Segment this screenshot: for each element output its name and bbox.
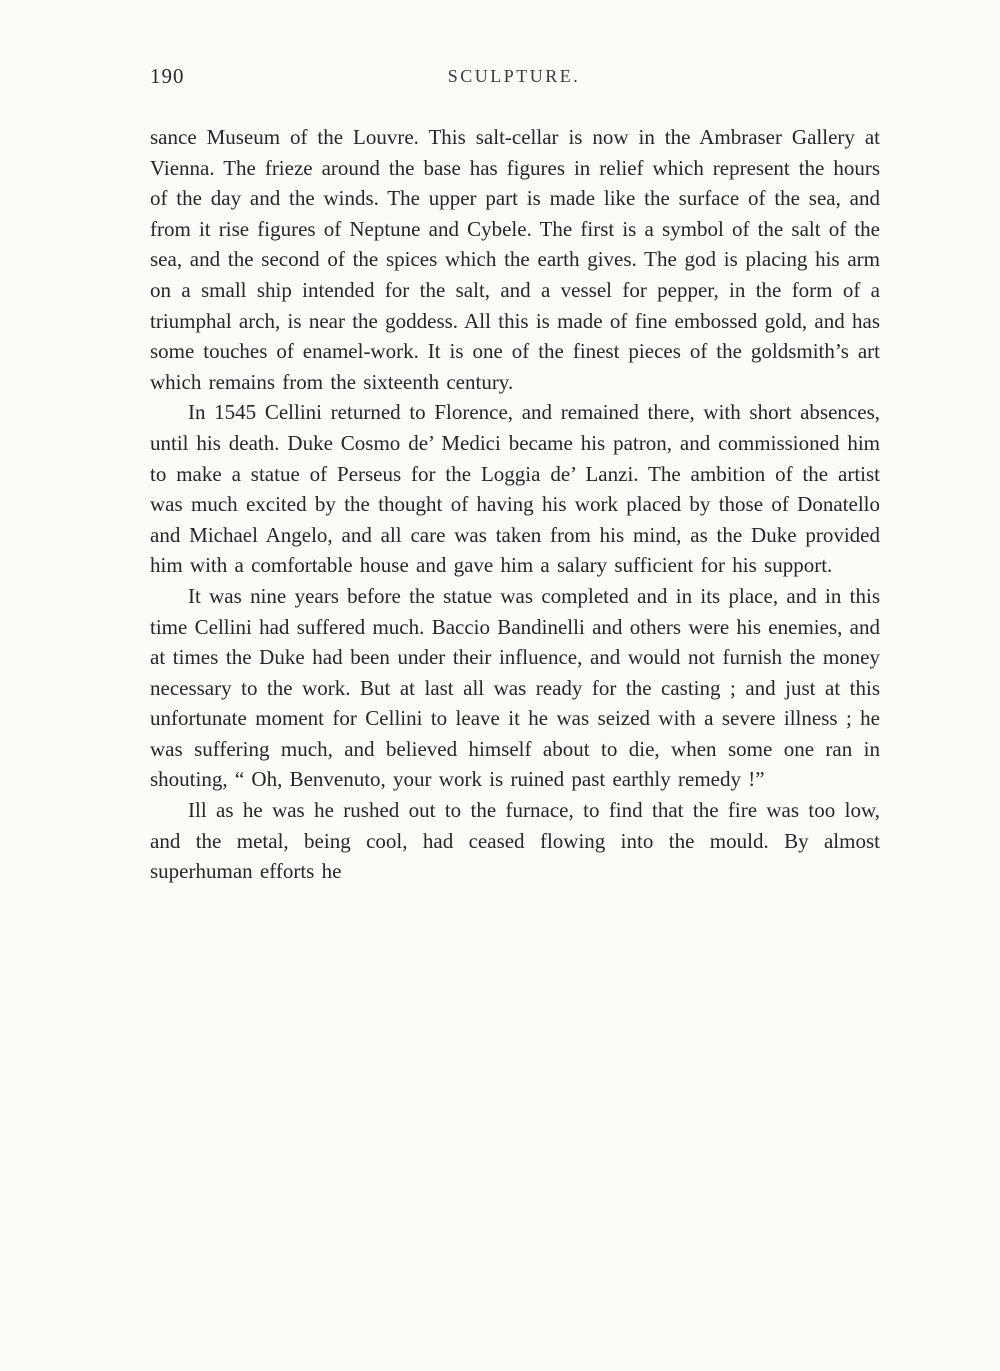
chapter-header: SCULPTURE. — [447, 66, 581, 86]
paragraph: In 1545 Cellini returned to Florence, and remained there, with short absences, until his death. Duke Cosmo de’ Medici became his patron, and commissioned him to make a statue of Perseus for the Loggia de’ Lanzi. The ambition of the artist was much excited by the thought of having his work placed by those of Donatello and Michael Angelo, and all care was taken from his mind, as the Duke provided him with a comfortable house and gave him a salary sufficient for his support. — [150, 400, 880, 578]
paragraph: Ill as he was he rushed out to the furnace, to find that the fire was too low, and the metal, being cool, had ceased flowing into the mould. By almost superhuman efforts he — [150, 798, 880, 884]
paragraph: sance Museum of the Louvre. This salt-cellar is now in the Ambraser Gallery at Vienna. The frieze around the base has figures in relief which represent the hours of the day and the winds. The upper part is made like the surface of the sea, and from it rise figures of Neptune and Cybele. The first is a symbol of the salt of the sea, and the second of the spices which the earth gives. The god is placing his arm on a small ship intended for the salt, and a vessel for pepper, in the form of a triumphal arch, is near the goddess. All this is made of fine embossed gold, and has some touches of enamel-work. It is one of the finest pieces of the goldsmith’s art which remains from the sixteenth century. — [150, 125, 880, 394]
page-body — [150, 122, 880, 887]
running-head — [150, 64, 878, 94]
page-number: 190 — [150, 64, 185, 88]
paragraph: It was nine years before the statue was completed and in its place, and in this time Cellini had suffered much. Baccio Bandinelli and others were his enemies, and at times the Duke had been under their influence, and would not furnish the money necessary to the work. But at last all was ready for the casting ; and just at this unfortunate moment for Cellini to leave it he was seized with a severe illness ; he was suffering much, and believed himself about to die, when some one ran in shouting, “ Oh, Benvenuto, your work is ruined past earthly remedy !” — [150, 583, 880, 792]
